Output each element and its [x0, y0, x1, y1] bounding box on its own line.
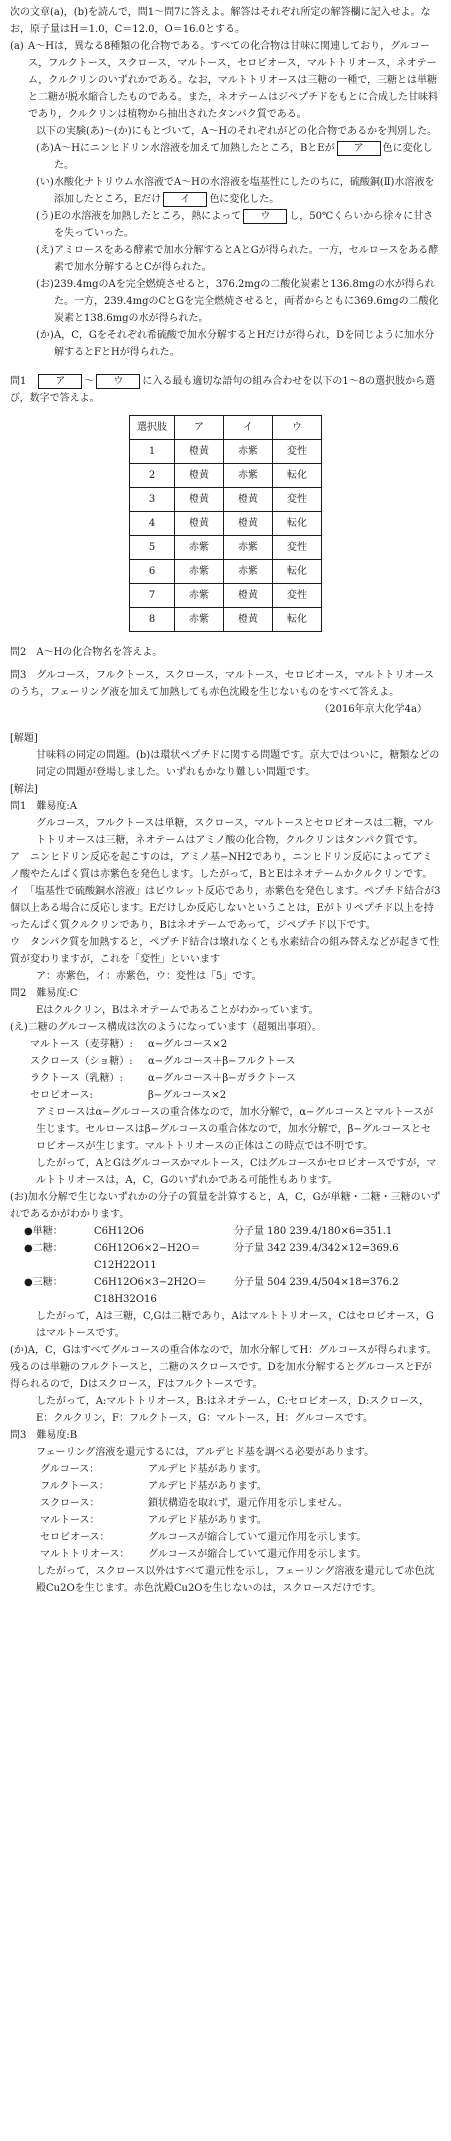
- choice-table-cell: 変性: [273, 584, 322, 608]
- choice-table-cell: 6: [130, 560, 175, 584]
- molecular-weight-list: [10, 1223, 441, 1308]
- answer-e-heading: (え)二糖のグルコース構成は次のようになっています（超頻出事項）。: [10, 1022, 323, 1033]
- choice-table: [129, 415, 322, 632]
- experiment-text: A，C，Gをそれぞれ希硫酸で加水分解するとHだけが得られ，Dを同じように加水分解するとFとHが得られた。: [54, 330, 435, 358]
- choice-table-cell: 橙黄: [224, 584, 273, 608]
- choice-table-cell: 転化: [273, 512, 322, 536]
- fehling-row: [10, 1529, 441, 1546]
- section-a: [10, 38, 441, 123]
- mw-calc: 分子量 342 239.4/342×12=369.6: [234, 1243, 399, 1254]
- answer-2-heading: 問2 難易度:C: [10, 988, 78, 999]
- experiment-item: [10, 174, 441, 208]
- fehling-row: [10, 1512, 441, 1529]
- q3: 問3 グルコース，フルクトース，スクロース，マルトース，セロビオース，マルトトリオースのうち，フェーリング液を加えて加熱しても赤色沈殿を生じないものをすべて答えよ。: [10, 670, 434, 698]
- choice-table-cell: 赤紫: [175, 608, 224, 632]
- choice-table-cell: 2: [130, 464, 175, 488]
- choice-table-row: [130, 488, 322, 512]
- disaccharide-name: マルトース（麦芽糖）:: [30, 1039, 133, 1050]
- disaccharide-name: スクロース（ショ糖）:: [30, 1056, 133, 1067]
- choice-table-cell: 4: [130, 512, 175, 536]
- disaccharide-row: [10, 1053, 441, 1070]
- mw-calc: 分子量 504 239.4/504×18=376.2: [234, 1277, 399, 1288]
- experiment-item: [10, 242, 441, 276]
- choice-table-cell: 赤紫: [175, 560, 224, 584]
- sugar-name: グルコース：: [40, 1464, 100, 1475]
- q1: [10, 373, 441, 407]
- answer-2-intro: Eはクルクリン，Bはネオテームであることがわかっています。: [36, 1005, 319, 1016]
- experiment-text-post: 色に変化した。: [54, 143, 433, 171]
- sugar-note: アルデヒド基があります。: [148, 1481, 267, 1492]
- q1-box-start: ア: [38, 374, 82, 389]
- fehling-row: [10, 1495, 441, 1512]
- q1-tilde: ～: [84, 376, 95, 387]
- answer-1-intro: グルコース，フルクトースは単糖，スクロース，マルトースとセロビオースは二糖，マルトトリオースは三糖，ネオテームはアミノ酸の化合物，クルクリンはタンパク質です。: [36, 818, 434, 846]
- section-a-follow: 以下の実験(あ)～(か)にもとづいて，A～Hのそれぞれがどの化合物であるかを判別した。: [36, 126, 438, 137]
- answer-o-heading: (お)加水分解で生じないずれかの分子の質量を計算すると，A，C，Gが単糖・二糖・三糖のいずれであるかがわかります。: [10, 1192, 441, 1220]
- experiment-item: [10, 208, 441, 242]
- source-citation: （2016年京大化学4a）: [319, 704, 427, 715]
- q1-label: 問1: [10, 376, 27, 387]
- experiment-tag: (か): [36, 330, 54, 341]
- answer-u-result: ア：赤紫色，イ：赤紫色，ウ：変性は「5」です。: [36, 971, 262, 982]
- experiment-tag: (い): [36, 177, 54, 188]
- amylose-text: アミロースはα−グルコースの重合体なので，加水分解で，α−グルコースとマルトースが生じます。セルロースはβ−グルコースの重合体なので，加水分解で，β−グルコースとセロビオースが生じます。マルトトリオースの正体はこの時点では不明です。: [36, 1107, 434, 1152]
- mw-row: [10, 1223, 441, 1240]
- fehling-list: [10, 1461, 441, 1563]
- q1-box-end: ウ: [96, 374, 140, 389]
- choice-table-cell: 赤紫: [175, 536, 224, 560]
- experiment-list: [10, 140, 441, 361]
- sugar-note: グルコースが縮合していて還元作用を示します。: [148, 1549, 367, 1560]
- mw-row: [10, 1274, 441, 1308]
- q2: 問2 A～Hの化合物名を答えよ。: [10, 647, 163, 658]
- blank-box: イ: [163, 192, 207, 207]
- choice-table-cell: 橙黄: [224, 488, 273, 512]
- answer-ka: (か)A，C，Gはすべてグルコースの重合体なので，加水分解してH：グルコースが得られます。残るのは単糖のフルクトースと，二糖のスクロースです。Dを加水分解するとグルコースとFが得られるので，Dはスクロース，Fはフルクトースです。: [10, 1345, 437, 1390]
- sugar-name: スクロース：: [40, 1498, 100, 1509]
- choice-table-cell: 3: [130, 488, 175, 512]
- choice-table-cell: 橙黄: [175, 488, 224, 512]
- choice-table-row: [130, 464, 322, 488]
- disaccharide-composition: α−グルコース×2: [148, 1039, 228, 1050]
- mw-kind: ●二糖：: [24, 1243, 63, 1254]
- mw-kind: ●三糖：: [24, 1277, 63, 1288]
- experiment-text: アミロースをある酵素で加水分解するとAとGが得られた。一方，セルロースをある酵素で加水分解するとCが得られた。: [54, 245, 439, 273]
- choice-table-header-cell: イ: [224, 416, 273, 440]
- fehling-row: [10, 1461, 441, 1478]
- choice-table-cell: 転化: [273, 608, 322, 632]
- blank-box: ウ: [243, 209, 287, 224]
- experiment-item: [10, 327, 441, 361]
- choice-table-header-cell: ア: [175, 416, 224, 440]
- choice-table-cell: 橙黄: [224, 512, 273, 536]
- choice-table-cell: 赤紫: [224, 440, 273, 464]
- thus-1: したがって，AとGはグルコースかマルトース，Cはグルコースかセロビオースですが，マルトトリオースは，A，C，Gのいずれかである可能性もあります。: [36, 1158, 437, 1186]
- sugar-name: セロビオース：: [40, 1532, 110, 1543]
- disaccharide-name: ラクトース（乳糖）:: [30, 1073, 123, 1084]
- disaccharide-row: [10, 1087, 441, 1104]
- choice-table-cell: 橙黄: [224, 608, 273, 632]
- final-3: したがって，スクロース以外はすべて還元性を示し，フェーリング溶液を還元して赤色沈殿Cu2Oを生じます。赤色沈殿Cu2Oを生じないのは，スクロースだけです。: [36, 1566, 435, 1594]
- choice-table-cell: 橙黄: [175, 440, 224, 464]
- choice-table-cell: 赤紫: [175, 584, 224, 608]
- experiment-text: 239.4mgのAを完全燃焼させると，376.2mgの二酸化炭素と136.8mgの水が得られた。一方，239.4mgのCとGを完全燃焼させると，両者からともに369.6mgの二酸化炭素と138.6mgの水が得られた。: [54, 279, 439, 324]
- choice-table-header-cell: ウ: [273, 416, 322, 440]
- answer-a: ア ニンヒドリン反応を起こすのは，アミノ基−NH2であり，ニンヒドリン反応によってアミノ酸やたんぱく質は赤紫色を発色します。したがって，BとEはネオテームかクルクリンです。: [10, 852, 433, 880]
- mw-kind: ●単糖：: [24, 1226, 63, 1237]
- sugar-name: フルクトース：: [40, 1481, 109, 1492]
- experiment-tag: (う): [36, 211, 54, 222]
- disaccharide-composition: α−グルコース＋β−フルクトース: [148, 1056, 296, 1067]
- sugar-name: マルトトリオース：: [40, 1549, 130, 1560]
- experiment-item: [10, 276, 441, 327]
- fehling-row: [10, 1546, 441, 1563]
- choice-table-header: [130, 416, 322, 440]
- kaiho-heading: [解法]: [10, 784, 38, 795]
- section-a-tag: (a): [10, 41, 24, 52]
- section-a-body: A～Hは，異なる8種類の化合物である。すべての化合物は甘味に関連しており，グルコース，フルクトース，スクロース，マルトース，セロビオース，マルトトリオース，ネオテーム，クルクリンのいずれかである。なお，マルトトリオースは三糖の一種で，三糖とは単糖と二糖が脱水縮合したものである。また，ネオテームはジペプチドをもとに合成した甘味料であり，クルクリンは植物から抽出されたタンパク質である。: [28, 41, 438, 120]
- choice-table-cell: 8: [130, 608, 175, 632]
- question-section: [10, 4, 441, 718]
- choice-table-cell: 変性: [273, 536, 322, 560]
- choice-table-cell: 橙黄: [175, 464, 224, 488]
- choice-table-cell: 赤紫: [224, 536, 273, 560]
- choice-table-row: [130, 584, 322, 608]
- disaccharide-name: セロビオース:: [30, 1090, 93, 1101]
- blank-box: ア: [337, 141, 381, 156]
- choice-table-cell: 変性: [273, 488, 322, 512]
- disaccharide-composition: α−グルコース＋β−ガラクトース: [148, 1073, 296, 1084]
- question-intro: 次の文章(a)，(b)を読んで，問1～問7に答えよ。解答はそれぞれ所定の解答欄に記入せよ。なお，原子量はH＝1.0，C＝12.0，O＝16.0とする。: [10, 7, 431, 35]
- experiment-text-post: 色に変化した。: [209, 194, 280, 205]
- disaccharide-composition: β−グルコース×2: [148, 1090, 227, 1101]
- answer-section: [10, 730, 441, 1597]
- mw-formula: C6H12O6×3−2H2O＝C18H32O16: [94, 1277, 207, 1305]
- thus-2: したがって，Aは三糖，C,Gは二糖であり，Aはマルトトリオース，Cはセロビオース，Gはマルトースです。: [36, 1311, 434, 1339]
- choice-table-row: [130, 560, 322, 584]
- choice-table-row: [130, 608, 322, 632]
- choice-table-body: [130, 440, 322, 632]
- disaccharide-row: [10, 1036, 441, 1053]
- sugar-name: マルトース：: [40, 1515, 100, 1526]
- answer-u: ウ タンパク質を加熱すると，ペプチド結合は壊れなくとも水素結合の組み替えなどが起きて性質が変わりますが，これを「変性」といいます: [10, 937, 440, 965]
- choice-table-row: [130, 512, 322, 536]
- choice-table-cell: 橙黄: [175, 512, 224, 536]
- sugar-note: アルデヒド基があります。: [148, 1464, 267, 1475]
- choice-table-cell: 7: [130, 584, 175, 608]
- experiment-tag: (あ): [36, 143, 54, 154]
- kaidai-text: 甘味料の同定の問題。(b)は環状ペプチドに関する問題です。京大ではついに，糖類などの同定の問題が登場しました。いずれもかなり難しい問題です。: [36, 750, 440, 778]
- experiment-text: 水酸化ナトリウム水溶液でA～Hの水溶液を塩基性にしたのちに，硫酸銅(Ⅱ)水溶液を添加したところ，Eだけ: [54, 177, 435, 205]
- experiment-tag: (お): [36, 279, 54, 290]
- answer-i: イ 「塩基性で硫酸銅水溶液」はビウレット反応であり，赤紫色を発色します。ペプチド結合が3個以上ある場合に反応します。Eだけしか反応しないということは，Eがトリペプチド以上を持ったんぱく質クルクリンであり，Bはネオテームであって，ジペプチド以下です。: [10, 886, 441, 931]
- choice-table-cell: 赤紫: [224, 464, 273, 488]
- experiment-text-post: し，50℃くらいから徐々に甘さを失っていった。: [54, 211, 434, 239]
- choice-table-cell: 赤紫: [224, 560, 273, 584]
- mw-formula: C6H12O6: [94, 1226, 145, 1237]
- final-2: したがって，A:マルトトリオース，B:はネオテーム，C:セロビオース，D:スクロース，E：クルクリン，F：フルクトース，G：マルトース，H：グルコースです。: [36, 1396, 430, 1424]
- mw-calc: 分子量 180 239.4/180×6=351.1: [234, 1226, 393, 1237]
- mw-formula: C6H12O6×2−H2O＝C12H22O11: [94, 1243, 201, 1271]
- disaccharide-list: [10, 1036, 441, 1104]
- kaidai-heading: [解題]: [10, 733, 38, 744]
- q1-text: に入る最も適切な語句の組み合わせを以下の1～8の選択肢から選び，数字で答えよ。: [10, 376, 436, 404]
- experiment-text: A～Hにニンヒドリン水溶液を加えて加熱したところ，BとEが: [54, 143, 335, 154]
- experiment-tag: (え): [36, 245, 54, 256]
- answer-3-intro: フェーリング溶液を還元するには，アルデヒド基を調べる必要があります。: [36, 1447, 375, 1458]
- choice-table-cell: 転化: [273, 464, 322, 488]
- disaccharide-row: [10, 1070, 441, 1087]
- choice-table-cell: 変性: [273, 440, 322, 464]
- choice-table-row: [130, 440, 322, 464]
- answer-3-heading: 問3 難易度:B: [10, 1430, 78, 1441]
- answer-1-heading: 問1 難易度:A: [10, 801, 77, 812]
- sugar-note: 鎖状構造を取れず，還元作用を示しません。: [148, 1498, 348, 1509]
- sugar-note: アルデヒド基があります。: [148, 1515, 267, 1526]
- experiment-text: Eの水溶液を加熱したところ，熱によって: [54, 211, 242, 222]
- mw-row: [10, 1240, 441, 1274]
- choice-table-row: [130, 536, 322, 560]
- choice-table-cell: 5: [130, 536, 175, 560]
- choice-table-cell: 転化: [273, 560, 322, 584]
- fehling-row: [10, 1478, 441, 1495]
- sugar-note: グルコースが縮合していて還元作用を示します。: [148, 1532, 367, 1543]
- choice-table-header-cell: 選択肢: [130, 416, 175, 440]
- experiment-item: [10, 140, 441, 174]
- choice-table-cell: 1: [130, 440, 175, 464]
